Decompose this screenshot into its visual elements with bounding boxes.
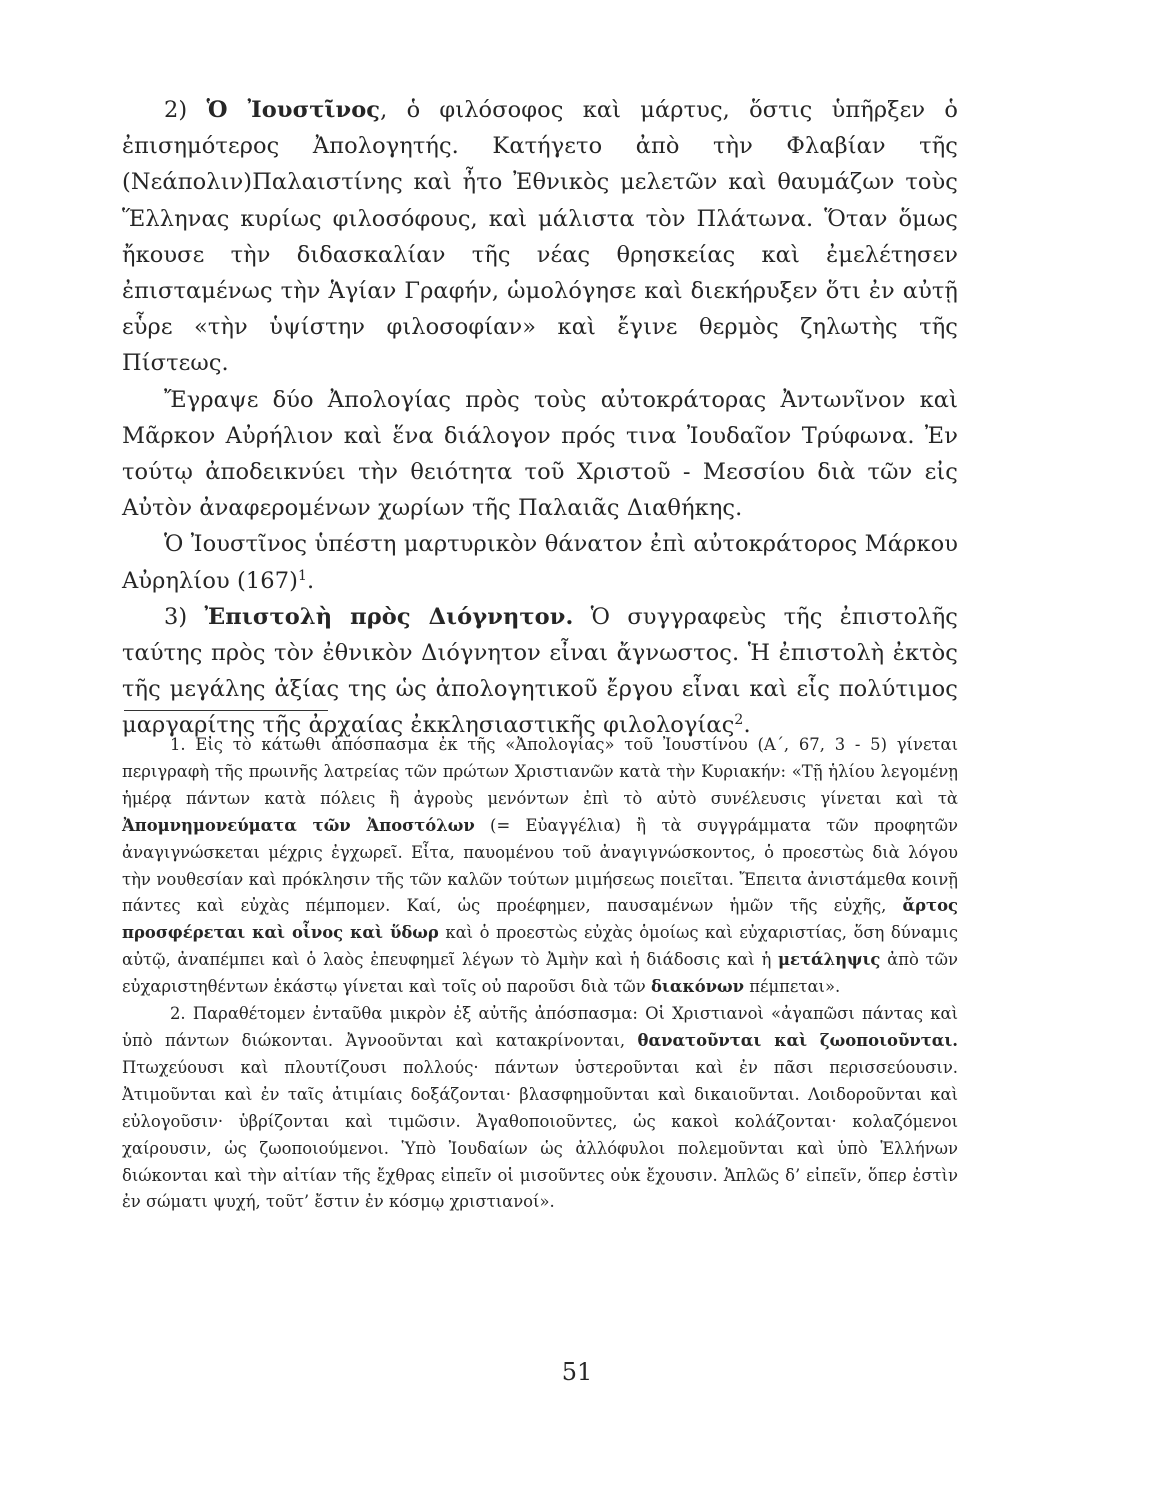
paragraph-martyrdom: Ὁ Ἰουστῖνος ὑπέστη μαρτυρικὸν θάνατον ἐπὶ αὐτοκράτορος Μάρκου Αὐρηλίου $(167)^1$.	[122, 531, 958, 594]
section-heading-justin: Ὁ Ἰουστῖνος	[206, 97, 381, 123]
paragraph-text: , ὁ φιλόσοφος καὶ μάρτυς, ὅστις ὑπῆρξεν ὁ ἐπισημότερος Ἀπολογητής. Κατήγετο ἀπὸ τὴν Φλαβίαν τῆς (Νεάπολιν)Παλαιστίνης καὶ ἦτο Ἐθνικὸς μελετῶν καὶ θαυμάζων τοὺς Ἕλληνας κυρίως φιλοσόφους, καὶ μάλιστα τὸν Πλάτωνα. Ὅταν ὅμως ἤκουσε τὴν διδασκαλίαν τῆς νέας θρησκείας καὶ ἐμελέτησεν ἐπισταμένως τὴν Ἁγίαν Γραφήν, ὡμολόγησε καὶ διεκήρυξεν ὅτι ἐν αὐτῇ εὗρε «τὴν ὑψίστην φιλοσοφίαν» καὶ ἔγινε θερμὸς ζηλωτὴς τῆς Πίστεως.	[122, 97, 959, 377]
paragraph-text: Ὁ συγγραφεὺς τῆς ἐπιστολῆς ταύτης πρὸς τὸν ἐθνικὸν Διόγνητον εἶναι ἄγνωστος. Ἡ ἐπιστολὴ ἐκτὸς τῆς μεγάλης ἀξίας της ὡς ἀπολογητικοῦ ἔργου εἶναι καὶ εἷς πολύτιμος μαργαρίτης τῆς ἀρχαίας ἐκκλησιαστικῆς φιλολογίας	[122, 603, 958, 739]
footnote-divider	[124, 710, 328, 711]
footnote-1: 1. Εἰς τὸ κάτωθι ἀπόσπασμα ἐκ τῆς «Ἀπολογίας» τοῦ Ἰουστίνου (Α΄, 67, 3 - 5) γίνεται περιγραφὴ τῆς πρωινῆς λατρείας τῶν πρώτων Χριστιανῶν κατὰ τὴν Κυριακήν: «Τῇ ἡλίου λεγομένῃ ἡμέρᾳ πάντων κατὰ πόλεις ἢ ἀγροὺς μενόντων ἐπὶ τὸ αὐτὸ συνέλευσις γίνεται καὶ τὰ Ἀπομνημονεύματα τῶν Ἀποστόλων (= Εὐαγγέλια) ἢ τὰ συγγράμματα τῶν προφητῶν ἀναγιγνώσκεται μέχρις ἐγχωρεῖ. Εἶτα, παυομένου τοῦ ἀναγιγνώσκοντος, ὁ προεστὼς διὰ λόγου τὴν νουθεσίαν καὶ πρόκλησιν τῆς τῶν καλῶν τούτων μιμήσεως ποιεῖται. Ἔπειτα ἀνιστάμεθα κοινῇ πάντες καὶ εὐχὰς πέμπομεν. Καί, ὡς προέφημεν, παυσαμένων ἡμῶν τῆς εὐχῆς, ἄρτος προσφέρεται καὶ οἶνος καὶ ὕδωρ καὶ ὁ προεστὼς εὐχὰς ὁμοίως καὶ εὐχαριστίας, ὅση δύναμις αὐτῷ, ἀναπέμπει καὶ ὁ λαὸς ἐπευφημεῖ λέγων τὸ Ἀμὴν καὶ ἡ διάδοσις καὶ ἡ μετάληψις ἀπὸ τῶν εὐχαριστηθέντων ἑκάστῳ γίνεται καὶ τοῖς οὐ παροῦσι διὰ τῶν διακόνων πέμπεται».	[122, 735, 959, 997]
page-number: 51	[561, 1358, 593, 1386]
footnote-ref-2: 2	[734, 712, 744, 729]
footnote-ref-1: 1	[298, 567, 308, 584]
section-number: 2)	[164, 97, 207, 123]
paragraph-text: Ὁ Ἰουστῖνος ὑπέστη μαρτυρικὸν θάνατον ἐπὶ αὐτοκράτορος Μάρκου Αὐρηλίου (167)	[122, 531, 958, 594]
main-text	[122, 92, 958, 744]
footnotes	[122, 732, 958, 1216]
paragraph-diognetus: 3) Ἐπιστολὴ πρὸς Διόγνητον. Ὁ συγγραφεὺς τῆς ἐπιστολῆς ταύτης πρὸς τὸν ἐθνικὸν Διόγνητον εἶναι ἄγνωστος. Ἡ ἐπιστολὴ ἐκτὸς τῆς μεγάλης ἀξίας της ὡς ἀπολογητικοῦ ἔργου εἶναι καὶ εἷς πολύτιμος μαργαρίτης τῆς ἀρχαίας ἐκκλησιαστικῆς φιλολογίας$^2$.	[122, 603, 958, 739]
footnote-2: 2. Παραθέτομεν ἐνταῦθα μικρὸν ἐξ αὐτῆς ἀπόσπασμα: Οἱ Χριστιανοὶ «ἀγαπῶσι πάντας καὶ ὑπὸ πάντων διώκονται. Ἀγνοοῦνται καὶ κατακρίνονται, θανατοῦνται καὶ ζωοποιοῦνται. Πτωχεύουσι καὶ πλουτίζουσι πολλούς· πάντων ὑστεροῦνται καὶ ἐν πᾶσι περισσεύουσιν. Ἀτιμοῦνται καὶ ἐν ταῖς ἀτιμίαις δοξάζονται· βλασφημοῦνται καὶ δικαιοῦνται. Λοιδοροῦνται καὶ εὐλογοῦσιν· ὑβρίζονται καὶ τιμῶσιν. Ἀγαθοποιοῦντες, ὡς κακοὶ κολάζονται· κολαζόμενοι χαίρουσιν, ὡς ζωοποιούμενοι. Ὑπὸ Ἰουδαίων ὡς ἀλλόφυλοι πολεμοῦνται καὶ ὑπὸ Ἑλλήνων διώκονται καὶ τὴν αἰτίαν τῆς ἔχθρας εἰπεῖν οἱ μισοῦντες οὐκ ἔχουσιν. Ἁπλῶς δ’ εἰπεῖν, ὅπερ ἐστὶν ἐν σώματι ψυχή, τοῦτ’ ἔστιν ἐν κόσμῳ χριστιανοί».	[122, 1004, 958, 1212]
paragraph-justin	[122, 92, 958, 382]
section-number: 3)	[164, 603, 205, 630]
section-heading-diognetus: Ἐπιστολὴ πρὸς Διόγνητον.	[204, 603, 574, 630]
paragraph-apologies: Ἔγραψε δύο Ἀπολογίας πρὸς τοὺς αὐτοκράτορας Ἀντωνῖνον καὶ Μᾶρκον Αὐρήλιον καὶ ἕνα διάλογον πρός τινα Ἰουδαῖον Τρύφωνα. Ἐν τούτῳ ἀποδεικνύει τὴν θειότητα τοῦ Χριστοῦ - Μεσσίου διὰ τῶν εἰς Αὐτὸν ἀναφερομένων χωρίων τῆς Παλαιᾶς Διαθήκης.	[122, 386, 958, 522]
